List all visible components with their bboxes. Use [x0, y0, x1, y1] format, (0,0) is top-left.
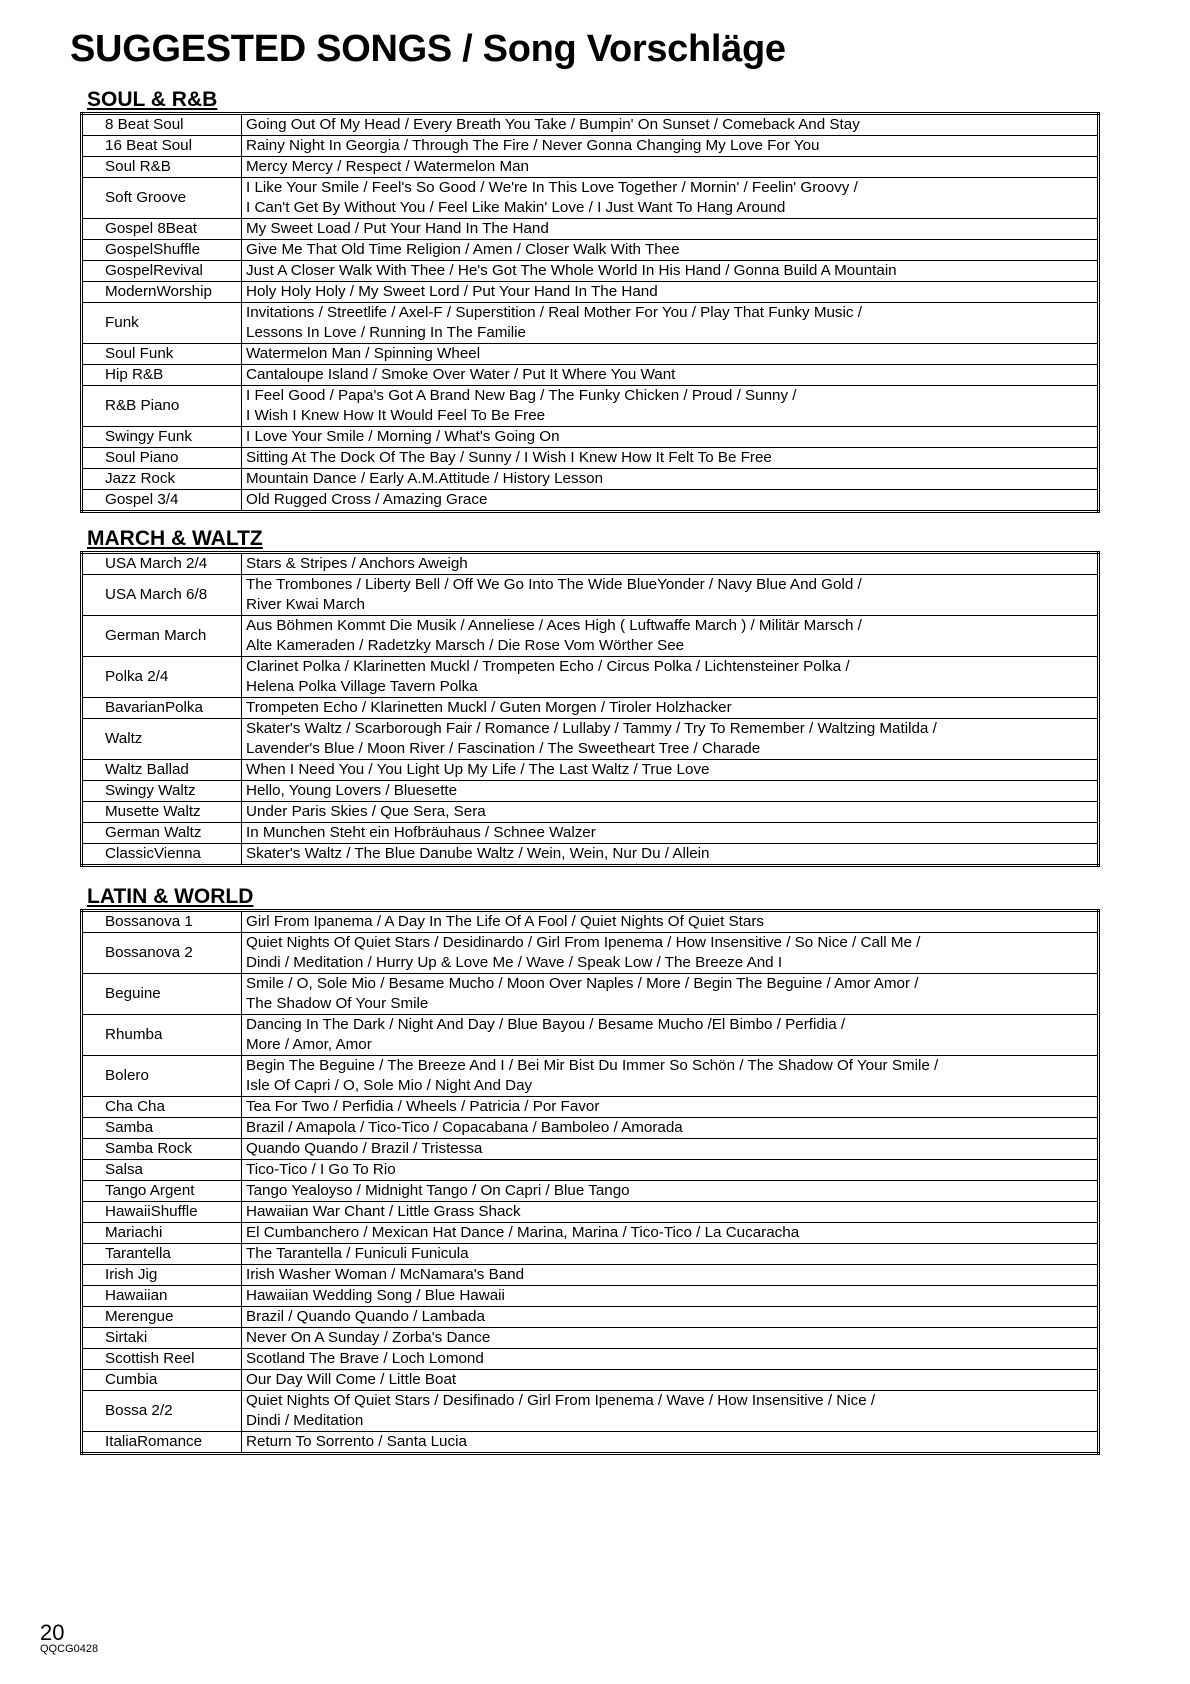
table-row	[82, 427, 1099, 448]
table-row	[82, 136, 1099, 157]
style-name-cell: Funk	[82, 303, 242, 344]
song-titles-cell	[242, 1139, 1099, 1160]
song-titles-line: Skater's Waltz / Scarborough Fair / Romance / Lullaby / Tammy / Try To Remember / Waltzing Matilda /	[246, 720, 937, 737]
song-titles-line: Alte Kameraden / Radetzky Marsch / Die Rose Vom Wörther See	[246, 637, 685, 654]
table-row	[82, 1015, 1099, 1056]
song-titles-line: Going Out Of My Head / Every Breath You Take / Bumpin' On Sunset / Comeback And Stay	[246, 116, 860, 133]
style-name-cell: Waltz Ballad	[82, 760, 242, 781]
style-name-cell: USA March 6/8	[82, 575, 242, 616]
song-titles-line: My Sweet Load / Put Your Hand In The Hand	[246, 220, 549, 237]
table-row	[82, 303, 1099, 344]
song-titles-cell	[242, 1223, 1099, 1244]
song-titles-line: Cantaloupe Island / Smoke Over Water / Put It Where You Want	[246, 366, 676, 383]
table-row	[82, 1223, 1099, 1244]
style-name-cell: Polka 2/4	[82, 657, 242, 698]
table-row	[82, 469, 1099, 490]
style-name-cell: GospelRevival	[82, 261, 242, 282]
song-titles-line: The Shadow Of Your Smile	[246, 995, 429, 1012]
style-name-cell: Bossanova 2	[82, 933, 242, 974]
song-titles-line: The Tarantella / Funiculi Funicula	[246, 1245, 469, 1262]
song-titles-line: Smile / O, Sole Mio / Besame Mucho / Moon Over Naples / More / Begin The Beguine / Amor Amor /	[246, 975, 919, 992]
style-name-cell: Scottish Reel	[82, 1349, 242, 1370]
table-row	[82, 490, 1099, 512]
section-heading: MARCH & WALTZ	[87, 527, 263, 550]
song-titles-line: Brazil / Amapola / Tico-Tico / Copacabana / Bamboleo / Amorada	[246, 1119, 683, 1136]
song-titles-line: Tea For Two / Perfidia / Wheels / Patricia / Por Favor	[246, 1098, 600, 1115]
table-row	[82, 114, 1099, 136]
style-name-cell: Bossanova 1	[82, 911, 242, 933]
style-name-cell: Merengue	[82, 1307, 242, 1328]
song-titles-cell	[242, 698, 1099, 719]
song-titles-line: Dancing In The Dark / Night And Day / Blue Bayou / Besame Mucho /El Bimbo / Perfidia /	[246, 1016, 846, 1033]
style-name-cell: BavarianPolka	[82, 698, 242, 719]
song-titles-cell	[242, 1432, 1099, 1454]
style-name-cell: Samba	[82, 1118, 242, 1139]
table-row	[82, 1265, 1099, 1286]
song-titles-line: Invitations / Streetlife / Axel-F / Superstition / Real Mother For You / Play That Funky Music /	[246, 304, 862, 321]
table-row	[82, 1328, 1099, 1349]
song-titles-line: Our Day Will Come / Little Boat	[246, 1371, 457, 1388]
song-titles-cell	[242, 1202, 1099, 1223]
style-name-cell: Jazz Rock	[82, 469, 242, 490]
table-row	[82, 911, 1099, 933]
song-titles-cell	[242, 657, 1099, 698]
song-titles-cell	[242, 448, 1099, 469]
page-title: SUGGESTED SONGS / Song Vorschläge	[70, 28, 786, 70]
song-titles-line: Watermelon Man / Spinning Wheel	[246, 345, 481, 362]
song-titles-cell	[242, 282, 1099, 303]
song-titles-line: Tango Yealoyso / Midnight Tango / On Capri / Blue Tango	[246, 1182, 630, 1199]
style-name-cell: Gospel 8Beat	[82, 219, 242, 240]
table-row	[82, 974, 1099, 1015]
style-name-cell: Hip R&B	[82, 365, 242, 386]
table-row	[82, 282, 1099, 303]
table-row	[82, 1349, 1099, 1370]
song-titles-line: Dindi / Meditation / Hurry Up & Love Me / Wave / Speak Low / The Breeze And I	[246, 954, 783, 971]
style-name-cell: Musette Waltz	[82, 802, 242, 823]
song-table	[80, 551, 1100, 867]
table-row	[82, 1118, 1099, 1139]
style-name-cell: Bossa 2/2	[82, 1391, 242, 1432]
song-titles-cell	[242, 365, 1099, 386]
song-titles-cell	[242, 1265, 1099, 1286]
style-name-cell: Soul R&B	[82, 157, 242, 178]
style-name-cell: Hawaiian	[82, 1286, 242, 1307]
song-titles-cell	[242, 974, 1099, 1015]
song-titles-cell	[242, 178, 1099, 219]
page-number: 20	[40, 1620, 65, 1645]
table-row	[82, 1244, 1099, 1265]
style-name-cell: 8 Beat Soul	[82, 114, 242, 136]
table-row	[82, 1286, 1099, 1307]
song-titles-line: Stars & Stripes / Anchors Aweigh	[246, 555, 468, 572]
style-name-cell: 16 Beat Soul	[82, 136, 242, 157]
table-row	[82, 760, 1099, 781]
song-titles-cell	[242, 933, 1099, 974]
song-titles-line: Aus Böhmen Kommt Die Musik / Anneliese / Aces High ( Luftwaffe March ) / Militär Marsch /	[246, 617, 862, 634]
section-march-waltz	[80, 527, 1100, 867]
style-name-cell: Soul Funk	[82, 344, 242, 365]
style-name-cell: Gospel 3/4	[82, 490, 242, 512]
song-titles-line: More / Amor, Amor	[246, 1036, 372, 1053]
song-titles-line: Hawaiian War Chant / Little Grass Shack	[246, 1203, 521, 1220]
song-titles-cell	[242, 1118, 1099, 1139]
song-titles-cell	[242, 719, 1099, 760]
song-titles-cell	[242, 344, 1099, 365]
table-row	[82, 844, 1099, 866]
song-titles-line: Return To Sorrento / Santa Lucia	[246, 1433, 467, 1450]
song-titles-cell	[242, 1349, 1099, 1370]
style-name-cell: Swingy Funk	[82, 427, 242, 448]
song-titles-line: Girl From Ipanema / A Day In The Life Of A Fool / Quiet Nights Of Quiet Stars	[246, 913, 764, 930]
table-row	[82, 386, 1099, 427]
table-row	[82, 933, 1099, 974]
style-name-cell: HawaiiShuffle	[82, 1202, 242, 1223]
song-titles-line: In Munchen Steht ein Hofbräuhaus / Schnee Walzer	[246, 824, 596, 841]
song-titles-line: I Can't Get By Without You / Feel Like Makin' Love / I Just Want To Hang Around	[246, 199, 786, 216]
song-titles-line: Scotland The Brave / Loch Lomond	[246, 1350, 484, 1367]
song-titles-cell	[242, 1056, 1099, 1097]
style-name-cell: ModernWorship	[82, 282, 242, 303]
song-titles-cell	[242, 823, 1099, 844]
song-titles-cell	[242, 1015, 1099, 1056]
song-titles-cell	[242, 1370, 1099, 1391]
table-row	[82, 1432, 1099, 1454]
song-titles-line: I Feel Good / Papa's Got A Brand New Bag / The Funky Chicken / Proud / Sunny /	[246, 387, 797, 404]
song-titles-cell	[242, 490, 1099, 512]
song-titles-line: I Love Your Smile / Morning / What's Going On	[246, 428, 560, 445]
song-titles-line: I Like Your Smile / Feel's So Good / We're In This Love Together / Mornin' / Feelin' Groovy /	[246, 179, 858, 196]
table-row	[82, 344, 1099, 365]
song-titles-line: When I Need You / You Light Up My Life / The Last Waltz / True Love	[246, 761, 710, 778]
song-titles-line: Clarinet Polka / Klarinetten Muckl / Trompeten Echo / Circus Polka / Lichtensteiner Polka /	[246, 658, 850, 675]
song-titles-cell	[242, 261, 1099, 282]
table-row	[82, 261, 1099, 282]
song-titles-line: Under Paris Skies / Que Sera, Sera	[246, 803, 486, 820]
song-titles-cell	[242, 240, 1099, 261]
style-name-cell: Soft Groove	[82, 178, 242, 219]
song-titles-cell	[242, 575, 1099, 616]
song-titles-cell	[242, 1181, 1099, 1202]
table-row	[82, 1160, 1099, 1181]
table-row	[82, 698, 1099, 719]
song-titles-line: Irish Washer Woman / McNamara's Band	[246, 1266, 525, 1283]
song-titles-line: Hawaiian Wedding Song / Blue Hawaii	[246, 1287, 505, 1304]
song-titles-cell	[242, 844, 1099, 866]
song-titles-line: Holy Holy Holy / My Sweet Lord / Put Your Hand In The Hand	[246, 283, 658, 300]
table-row	[82, 448, 1099, 469]
song-titles-cell	[242, 1160, 1099, 1181]
section-soul-rnb	[80, 88, 1100, 513]
song-titles-cell	[242, 1097, 1099, 1118]
song-titles-cell	[242, 911, 1099, 933]
style-name-cell: German March	[82, 616, 242, 657]
song-titles-cell	[242, 427, 1099, 448]
song-titles-cell	[242, 136, 1099, 157]
song-titles-line: Give Me That Old Time Religion / Amen / Closer Walk With Thee	[246, 241, 680, 258]
song-titles-line: Trompeten Echo / Klarinetten Muckl / Guten Morgen / Tiroler Holzhacker	[246, 699, 732, 716]
section-heading: SOUL & R&B	[87, 88, 218, 111]
song-titles-line: Just A Closer Walk With Thee / He's Got The Whole World In His Hand / Gonna Build A Mountain	[246, 262, 897, 279]
song-titles-line: Quando Quando / Brazil / Tristessa	[246, 1140, 483, 1157]
style-name-cell: Sirtaki	[82, 1328, 242, 1349]
style-name-cell: Cha Cha	[82, 1097, 242, 1118]
song-titles-cell	[242, 1328, 1099, 1349]
table-row	[82, 1056, 1099, 1097]
table-row	[82, 219, 1099, 240]
song-titles-line: River Kwai March	[246, 596, 365, 613]
song-titles-line: Quiet Nights Of Quiet Stars / Desidinardo / Girl From Ipenema / How Insensitive / So Nice / Call Me /	[246, 934, 921, 951]
table-row	[82, 553, 1099, 575]
style-name-cell: Swingy Waltz	[82, 781, 242, 802]
song-titles-line: Tico-Tico / I Go To Rio	[246, 1161, 396, 1178]
song-titles-line: El Cumbanchero / Mexican Hat Dance / Marina, Marina / Tico-Tico / La Cucaracha	[246, 1224, 800, 1241]
song-titles-cell	[242, 1307, 1099, 1328]
section-heading: LATIN & WORLD	[87, 885, 254, 908]
song-titles-line: Hello, Young Lovers / Bluesette	[246, 782, 458, 799]
style-name-cell: Irish Jig	[82, 1265, 242, 1286]
style-name-cell: ClassicVienna	[82, 844, 242, 866]
song-titles-line: Old Rugged Cross / Amazing Grace	[246, 491, 488, 508]
song-titles-line: Rainy Night In Georgia / Through The Fire / Never Gonna Changing My Love For You	[246, 137, 820, 154]
song-titles-cell	[242, 553, 1099, 575]
style-name-cell: German Waltz	[82, 823, 242, 844]
table-row	[82, 1307, 1099, 1328]
style-name-cell: USA March 2/4	[82, 553, 242, 575]
table-row	[82, 1139, 1099, 1160]
song-titles-cell	[242, 781, 1099, 802]
song-titles-cell	[242, 114, 1099, 136]
song-titles-cell	[242, 1244, 1099, 1265]
style-name-cell: Cumbia	[82, 1370, 242, 1391]
song-titles-cell	[242, 616, 1099, 657]
table-row	[82, 365, 1099, 386]
style-name-cell: Salsa	[82, 1160, 242, 1181]
song-titles-line: Isle Of Capri / O, Sole Mio / Night And Day	[246, 1077, 533, 1094]
table-row	[82, 1181, 1099, 1202]
song-titles-line: I Wish I Knew How It Would Feel To Be Free	[246, 407, 546, 424]
song-titles-line: Begin The Beguine / The Breeze And I / Bei Mir Bist Du Immer So Schön / The Shadow Of Your Smile /	[246, 1057, 939, 1074]
song-titles-line: Helena Polka Village Tavern Polka	[246, 678, 478, 695]
table-row	[82, 802, 1099, 823]
style-name-cell: R&B Piano	[82, 386, 242, 427]
song-titles-line: Lavender's Blue / Moon River / Fascination / The Sweetheart Tree / Charade	[246, 740, 761, 757]
song-titles-line: Dindi / Meditation	[246, 1412, 364, 1429]
song-titles-cell	[242, 802, 1099, 823]
song-titles-cell	[242, 219, 1099, 240]
style-name-cell: Mariachi	[82, 1223, 242, 1244]
table-row	[82, 616, 1099, 657]
song-titles-line: Skater's Waltz / The Blue Danube Waltz / Wein, Wein, Nur Du / Allein	[246, 845, 710, 862]
style-name-cell: ItaliaRomance	[82, 1432, 242, 1454]
table-row	[82, 781, 1099, 802]
table-row	[82, 240, 1099, 261]
table-row	[82, 575, 1099, 616]
song-titles-cell	[242, 1286, 1099, 1307]
song-titles-cell	[242, 303, 1099, 344]
table-row	[82, 178, 1099, 219]
song-titles-line: Quiet Nights Of Quiet Stars / Desifinado / Girl From Ipenema / Wave / How Insensitive / Nice /	[246, 1392, 876, 1409]
table-row	[82, 1097, 1099, 1118]
style-name-cell: Bolero	[82, 1056, 242, 1097]
style-name-cell: Rhumba	[82, 1015, 242, 1056]
song-titles-line: The Trombones / Liberty Bell / Off We Go Into The Wide BlueYonder / Navy Blue And Gold /	[246, 576, 862, 593]
style-name-cell: Tango Argent	[82, 1181, 242, 1202]
song-titles-cell	[242, 469, 1099, 490]
document-code: QQCG0428	[40, 1643, 99, 1655]
table-row	[82, 1202, 1099, 1223]
style-name-cell: Tarantella	[82, 1244, 242, 1265]
song-titles-line: Never On A Sunday / Zorba's Dance	[246, 1329, 491, 1346]
song-titles-cell	[242, 386, 1099, 427]
song-table	[80, 112, 1100, 513]
song-titles-cell	[242, 760, 1099, 781]
table-row	[82, 1370, 1099, 1391]
song-table	[80, 909, 1100, 1455]
style-name-cell: Samba Rock	[82, 1139, 242, 1160]
song-titles-cell	[242, 157, 1099, 178]
table-row	[82, 1391, 1099, 1432]
table-row	[82, 823, 1099, 844]
style-name-cell: Waltz	[82, 719, 242, 760]
song-titles-line: Mercy Mercy / Respect / Watermelon Man	[246, 158, 530, 175]
style-name-cell: GospelShuffle	[82, 240, 242, 261]
style-name-cell: Soul Piano	[82, 448, 242, 469]
section-latin-world	[80, 885, 1100, 1455]
song-titles-line: Mountain Dance / Early A.M.Attitude / History Lesson	[246, 470, 604, 487]
song-titles-cell	[242, 1391, 1099, 1432]
table-row	[82, 657, 1099, 698]
style-name-cell: Beguine	[82, 974, 242, 1015]
song-titles-line: Brazil / Quando Quando / Lambada	[246, 1308, 485, 1325]
song-titles-line: Lessons In Love / Running In The Familie	[246, 324, 527, 341]
table-row	[82, 719, 1099, 760]
table-row	[82, 157, 1099, 178]
song-titles-line: Sitting At The Dock Of The Bay / Sunny / I Wish I Knew How It Felt To Be Free	[246, 449, 772, 466]
